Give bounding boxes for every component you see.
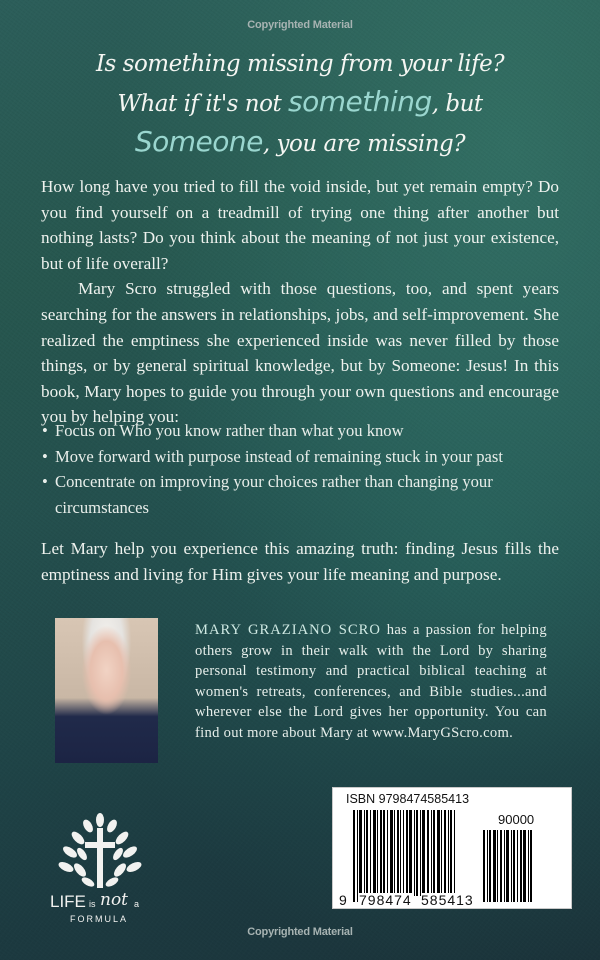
watermark-bottom: Copyrighted Material <box>247 926 353 938</box>
tagline-text: , you are missing? <box>262 131 466 157</box>
ean-bars <box>353 810 456 902</box>
watermark-top: Copyrighted Material <box>247 19 353 31</box>
bullet-icon: • <box>42 472 48 492</box>
tagline-line-2 <box>0 83 600 123</box>
closing-text: Let Mary help you experience this amazing truth: finding Jesus fills the emptiness and living for Him gives your life meaning and purpose. <box>41 539 559 584</box>
ean-digit-lead: 9 <box>339 892 347 908</box>
price-code: 90000 <box>498 812 535 827</box>
tagline-line-1: Is something missing from your life? <box>95 51 505 77</box>
description-body <box>41 174 559 430</box>
author-bio-text: has a passion for helping others grow in their walk with the Lord by sharing personal testimony and practical biblical teaching at women's retreats, conferences, and Bible studies...and wherever else the Lord gives her opportunity. You can find out more about Mary at www.MaryGScro.com. <box>195 622 547 741</box>
svg-text:is: is <box>89 899 96 909</box>
addon-bars <box>483 830 534 902</box>
list-item-text: Focus on Who you know rather than what you know <box>55 421 404 440</box>
list-item-text: Move forward with purpose instead of remaining stuck in your past <box>55 446 503 466</box>
tagline-text: What if it's not <box>117 91 288 117</box>
tagline-accent-someone: Someone <box>134 125 263 158</box>
list-item <box>41 444 561 470</box>
logo-word-formula: FORMULA <box>70 914 129 924</box>
tagline-text: , but <box>431 91 483 117</box>
ean-digit-group-1: 798474 <box>359 892 412 908</box>
list-item-text: Concentrate on improving your choices rather than changing your circumstances <box>55 472 493 517</box>
benefit-list <box>41 418 561 520</box>
logo-word-life: LIFE <box>50 892 86 911</box>
tagline <box>0 46 600 163</box>
closing-paragraph <box>41 536 559 587</box>
publisher-logo <box>42 812 158 930</box>
tagline-accent-something: something <box>288 85 432 118</box>
isbn-label: ISBN 9798474585413 <box>346 792 470 806</box>
author-bio <box>195 620 547 744</box>
bullet-icon: • <box>42 446 48 466</box>
description-paragraph-1: How long have you tried to fill the void inside, but yet remain empty? Do you find yourself on a treadmill of trying one thing after another but nothing lasts? Do you think about the meaning of not just your existence, but of life overall? <box>41 177 559 273</box>
list-item <box>41 418 561 444</box>
author-name: MARY GRAZIANO SCRO <box>195 622 381 638</box>
author-photo <box>55 618 158 763</box>
svg-text:not: not <box>100 890 129 910</box>
bullet-icon: • <box>42 421 48 440</box>
isbn-barcode <box>332 787 572 909</box>
description-paragraph-2: Mary Scro struggled with those questions, too, and spent years searching for the answers in relationships, jobs, and self-improvement. She realized the emptiness she experienced inside was never filled by those things, or by general spiritual knowledge, but by Someone: Jesus! In this book, Mary hopes to guide you through your own questions and encourage you by helping you: <box>41 279 559 427</box>
list-item <box>41 469 561 520</box>
svg-text:a: a <box>134 899 140 909</box>
tagline-line-3 <box>0 123 600 163</box>
ean-digit-group-2: 585413 <box>421 892 474 908</box>
